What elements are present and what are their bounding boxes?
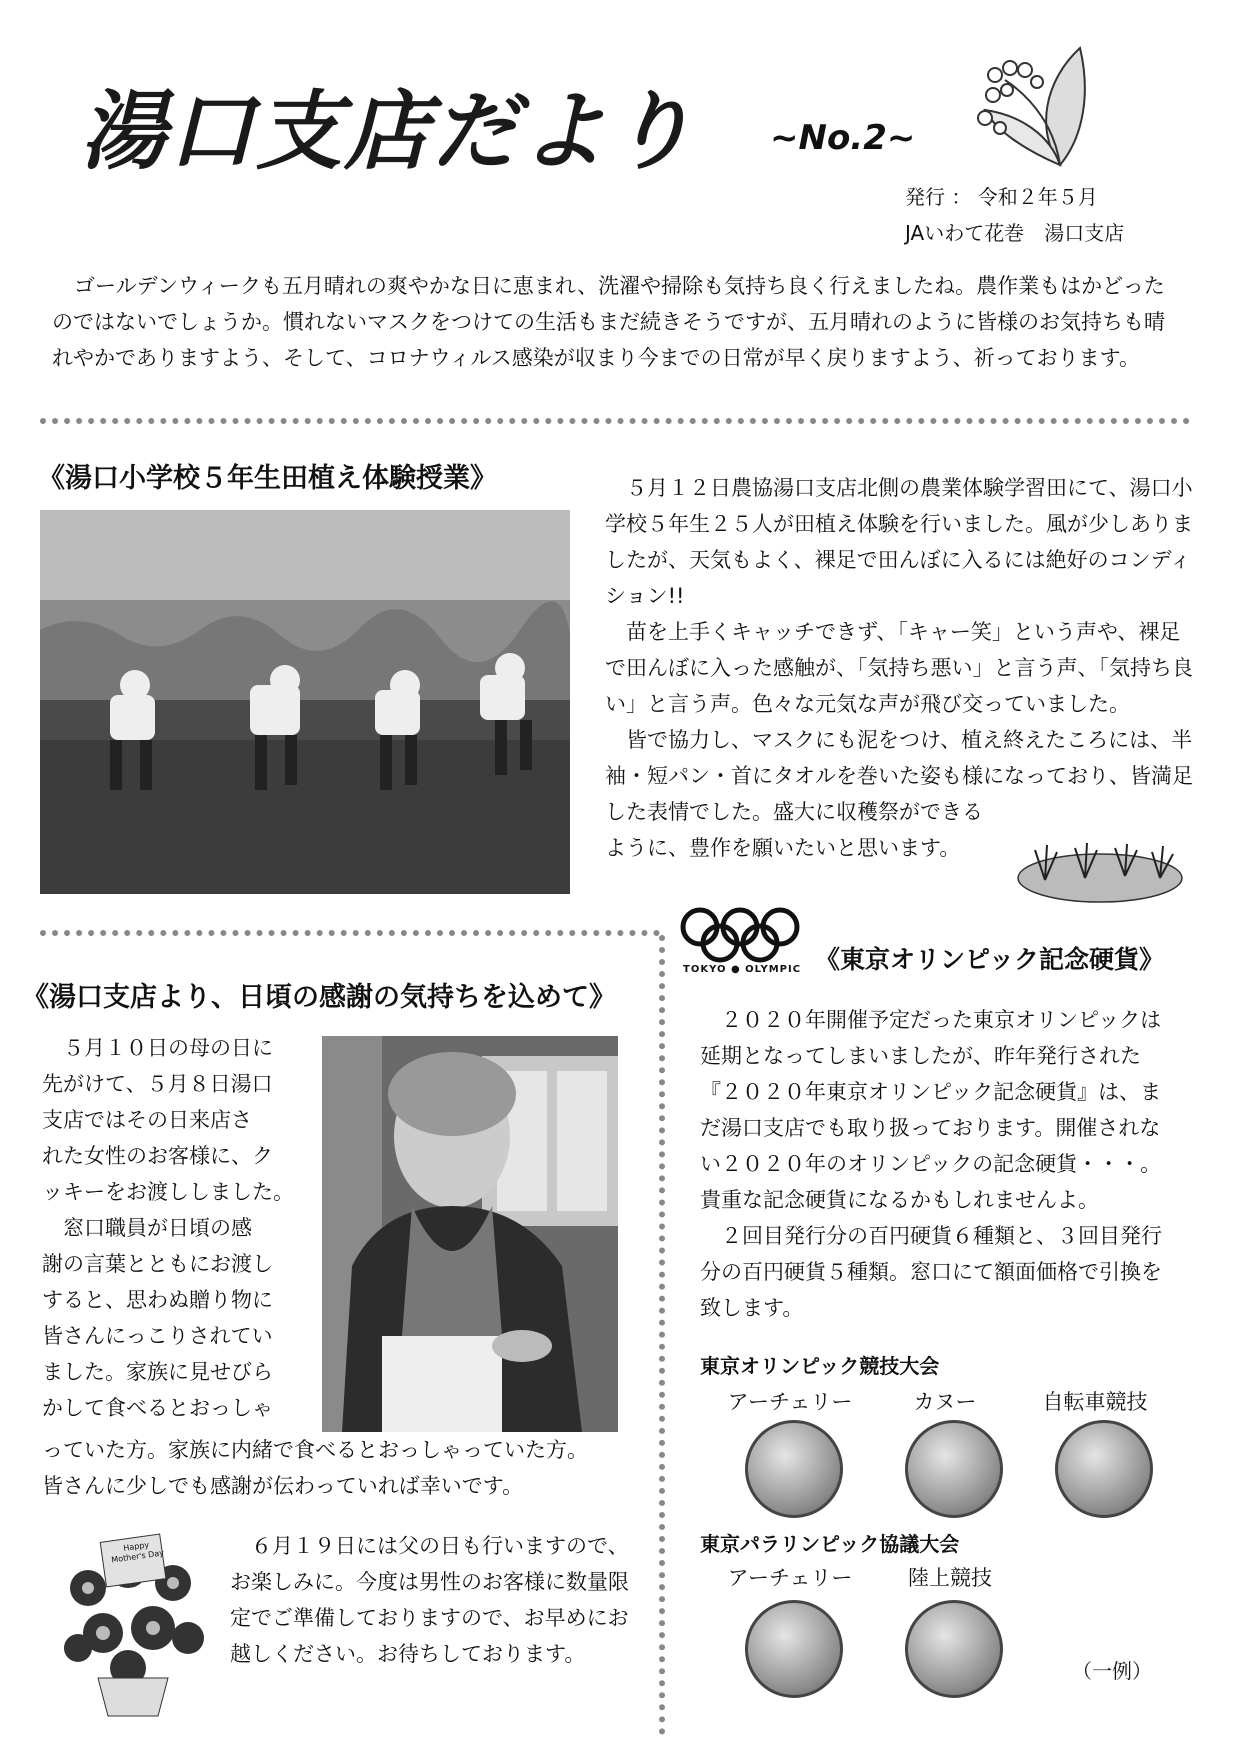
article1-heading: 《湯口小学校５年生田植え体験授業》	[38, 463, 497, 494]
athletics-coin	[905, 1600, 1003, 1698]
article2-line: 窓口職員が日頃の感	[63, 1216, 252, 1240]
fathers-day-paragraph: ６月１９日には父の日も行いますので、お楽しみに。今度は男性のお客様に数量限定でご準備しておりますので、お早めにお越しください。お待ちしております。	[230, 1534, 629, 1666]
article3-paragraph: ２回目発行分の百円硬貨６種類と、３回目発行分の百円硬貨５種類。窓口にて額面価格で引換を致します。	[700, 1224, 1162, 1320]
coin-label: カヌー	[913, 1390, 977, 1414]
article2-line: 皆さんにっこりされてい	[42, 1324, 273, 1348]
article2-line: ５月１０日の母の日に	[63, 1036, 273, 1060]
intro-text: ゴールデンウィークも五月晴れの爽やかな日に恵まれ、洗濯や掃除も気持ち良く行えましたね。農作業もはかどったのではないでしょうか。慣れないマスクをつけての生活もまだ続きそうですが、五月晴れのように皆様のお気持ちも晴れやかでありますよう、そして、コロナウィルス感染が収まり今までの日常が早く戻りますよう、祈っております。	[52, 274, 1165, 370]
article2-line: かして食べるとおっしゃ	[42, 1396, 273, 1420]
card-text: Happy Mother's Day	[110, 1540, 165, 1565]
article1-paragraph: ように、豊作を願いたいと思います。	[605, 836, 961, 860]
article2-line: 先がけて、５月８日湯口	[42, 1072, 273, 1096]
newsletter-title: 湯口支店だより	[80, 82, 696, 182]
lily-of-the-valley-icon	[965, 40, 1105, 170]
article2-heading: 《湯口支店より、日頃の感謝の気持ちを込めて》	[22, 982, 616, 1013]
article2-wide	[42, 1432, 642, 1504]
fathers-day-text	[230, 1528, 630, 1672]
article2-line: 謝の言葉とともにお渡し	[42, 1252, 273, 1276]
example-note: （一例）	[1072, 1659, 1152, 1683]
coin-label: 自転車競技	[1042, 1390, 1148, 1414]
article2-line: すると、思わぬ贈り物に	[42, 1288, 273, 1312]
para-archery-coin	[745, 1600, 843, 1698]
coin-label: アーチェリー	[727, 1566, 853, 1590]
mothers-day-flowers-icon	[58, 1528, 208, 1718]
archery-coin	[745, 1420, 843, 1518]
customer-photo	[322, 1036, 618, 1432]
divider	[40, 418, 1190, 424]
article2-line: 支店ではその日来店さ	[42, 1108, 252, 1132]
article2-line: ました。家族に見せびら	[42, 1360, 273, 1384]
rice-seedling-icon	[1015, 840, 1185, 905]
olympic-logo-text: TOKYO ● OLYMPIC	[683, 964, 802, 975]
article2-line: っていた方。家族に内緒で食べるとおっしゃっていた方。	[42, 1438, 588, 1462]
article2-line: れた女性のお客様に、ク	[42, 1144, 273, 1168]
article1-paragraph: ５月１２日農協湯口支店北側の農業体験学習田にて、湯口小学校５年生２５人が田植え体験を行いました。風が少しありましたが、天気もよく、裸足で田んぼに入るには絶好のコンディション!!	[605, 476, 1193, 608]
vertical-divider	[659, 935, 665, 1735]
coin-label: 陸上競技	[908, 1566, 992, 1590]
olympic-coins-title: 東京オリンピック競技大会	[700, 1354, 940, 1378]
cycling-coin	[1055, 1420, 1153, 1518]
canoe-coin	[905, 1420, 1003, 1518]
issue-number: ~No.2~	[770, 118, 916, 158]
rice-planting-photo	[40, 510, 570, 894]
article1-paragraph: 苗を上手くキャッチできず、「キャー笑」という声や、裸足で田んぼに入った感触が、「気持ち悪い」と言う声、「気持ち良い」と言う声。色々な元気な声が飛び交っていました。	[605, 620, 1193, 716]
article3-heading: 《東京オリンピック記念硬貨》	[815, 945, 1165, 974]
olympic-rings-icon	[678, 905, 808, 965]
article2-column	[42, 1030, 322, 1426]
divider	[40, 930, 660, 936]
publish-date: 発行 ： 令和２年５月	[905, 185, 1098, 209]
article3-paragraph: ２０２０年開催予定だった東京オリンピックは延期となってしまいましたが、昨年発行された『２０２０年東京オリンピック記念硬貨』は、まだ湯口支店でも取り扱っております。開催されない２０２０年のオリンピックの記念硬貨・・・。貴重な記念硬貨になるかもしれませんよ。	[700, 1008, 1162, 1212]
article1-paragraph: 皆で協力し、マスクにも泥をつけ、植え終えたころには、半袖・短パン・首にタオルを巻いた姿も様になっており、皆満足した表情でした。盛大に収穫祭ができる	[605, 728, 1193, 824]
article3-body	[700, 1002, 1170, 1326]
article1-body	[605, 470, 1195, 866]
article2-line: 皆さんに少しでも感謝が伝わっていれば幸いです。	[42, 1474, 524, 1498]
coin-label: アーチェリー	[727, 1390, 853, 1414]
article2-line: ッキーをお渡ししました。	[42, 1180, 294, 1204]
paralympic-coins-title: 東京パラリンピック協議大会	[700, 1532, 960, 1556]
branch-name: JAいわて花巻 湯口支店	[905, 221, 1125, 245]
